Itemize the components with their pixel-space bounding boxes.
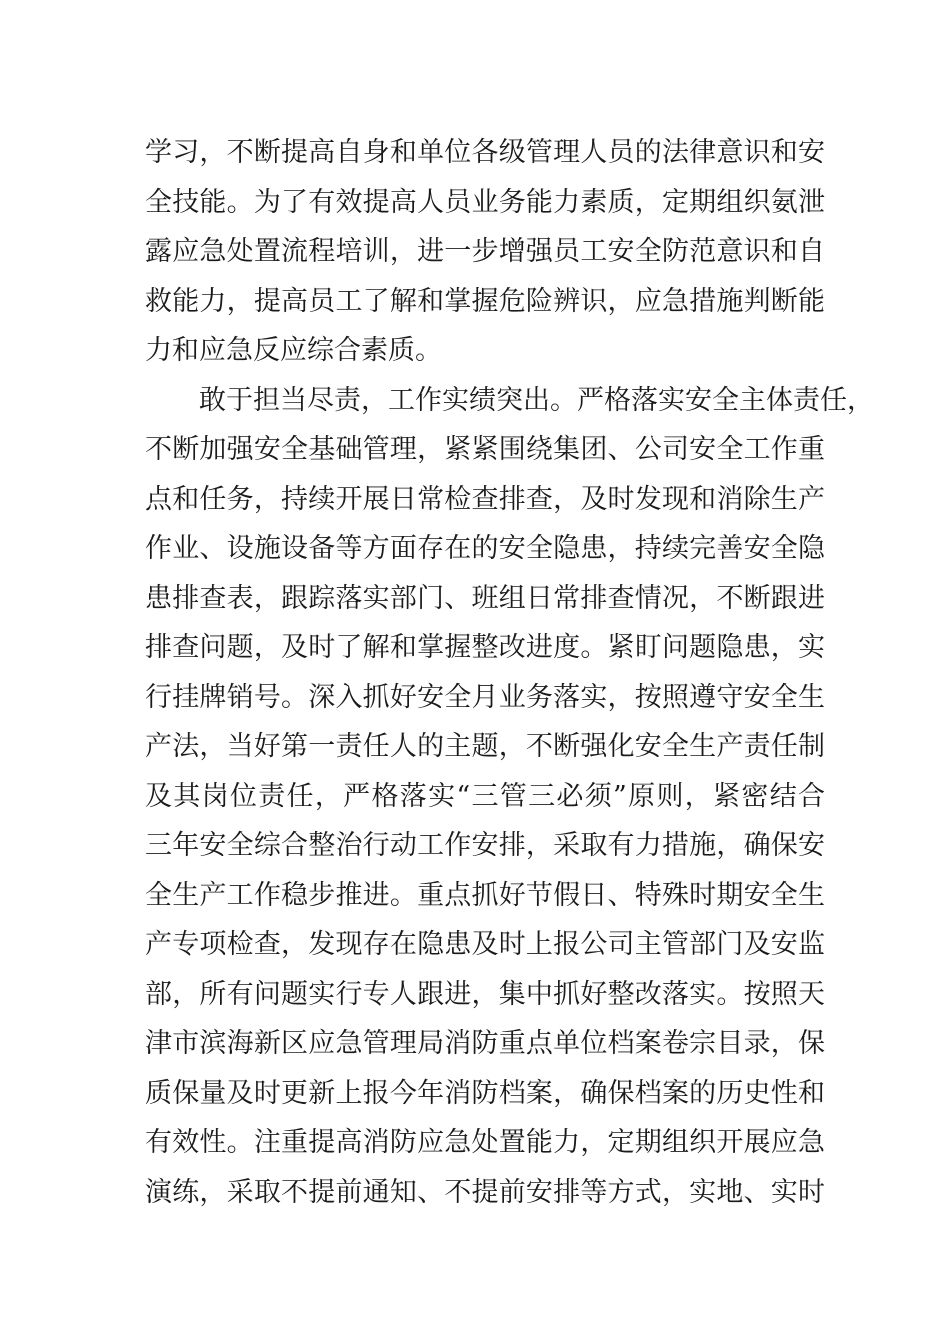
text-line: 产专项检查，发现存在隐患及时上报公司主管部门及安监 <box>145 929 825 960</box>
text-line: 津市滨海新区应急管理局消防重点单位档案卷宗目录，保 <box>145 1028 825 1059</box>
text-line: 患排查表，跟踪落实部门、班组日常排查情况，不断跟进 <box>145 582 825 614</box>
document-body <box>145 128 874 1217</box>
text-line: 产法，当好第一责任人的主题，不断强化安全生产责任制 <box>145 731 825 762</box>
text-line: 全技能。为了有效提高人员业务能力素质，定期组织氨泄 <box>145 186 825 218</box>
text-line: 作业、设施设备等方面存在的安全隐患，持续完善安全隐 <box>145 533 825 564</box>
paragraph-training <box>145 128 825 376</box>
text-line: 露应急处置流程培训，进一步增强员工安全防范意识和自 <box>145 236 825 267</box>
text-line: 全生产工作稳步推进。重点抓好节假日、特殊时期安全生 <box>145 879 825 911</box>
text-line: 部，所有问题实行专人跟进，集中抓好整改落实。按照天 <box>145 978 825 1010</box>
text-line: 救能力，提高员工了解和掌握危险辨识，应急措施判断能 <box>145 285 825 317</box>
text-line: 质保量及时更新上报今年消防档案，确保档案的历史性和 <box>145 1077 825 1109</box>
text-line: 及其岗位责任，严格落实“三管三必须”原则，紧密结合 <box>145 780 825 812</box>
text-line: 敢于担当尽责，工作实绩突出。严格落实安全主体责任， <box>145 384 874 416</box>
paragraph-responsibility <box>145 376 874 1218</box>
text-line: 排查问题，及时了解和掌握整改进度。紧盯问题隐患，实 <box>145 632 825 663</box>
text-line: 演练，采取不提前通知、不提前安排等方式，实地、实时 <box>145 1176 825 1208</box>
text-line: 有效性。注重提高消防应急处置能力，定期组织开展应急 <box>145 1127 825 1158</box>
text-line: 点和任务，持续开展日常检查排查，及时发现和消除生产 <box>145 483 825 515</box>
text-line: 行挂牌销号。深入抓好安全月业务落实，按照遵守安全生 <box>145 681 825 713</box>
text-line: 力和应急反应综合素质。 <box>145 335 442 366</box>
text-line: 不断加强安全基础管理，紧紧围绕集团、公司安全工作重 <box>145 434 825 465</box>
text-line: 学习，不断提高自身和单位各级管理人员的法律意识和安 <box>145 137 825 168</box>
text-line: 三年安全综合整治行动工作安排，采取有力措施，确保安 <box>145 830 825 861</box>
